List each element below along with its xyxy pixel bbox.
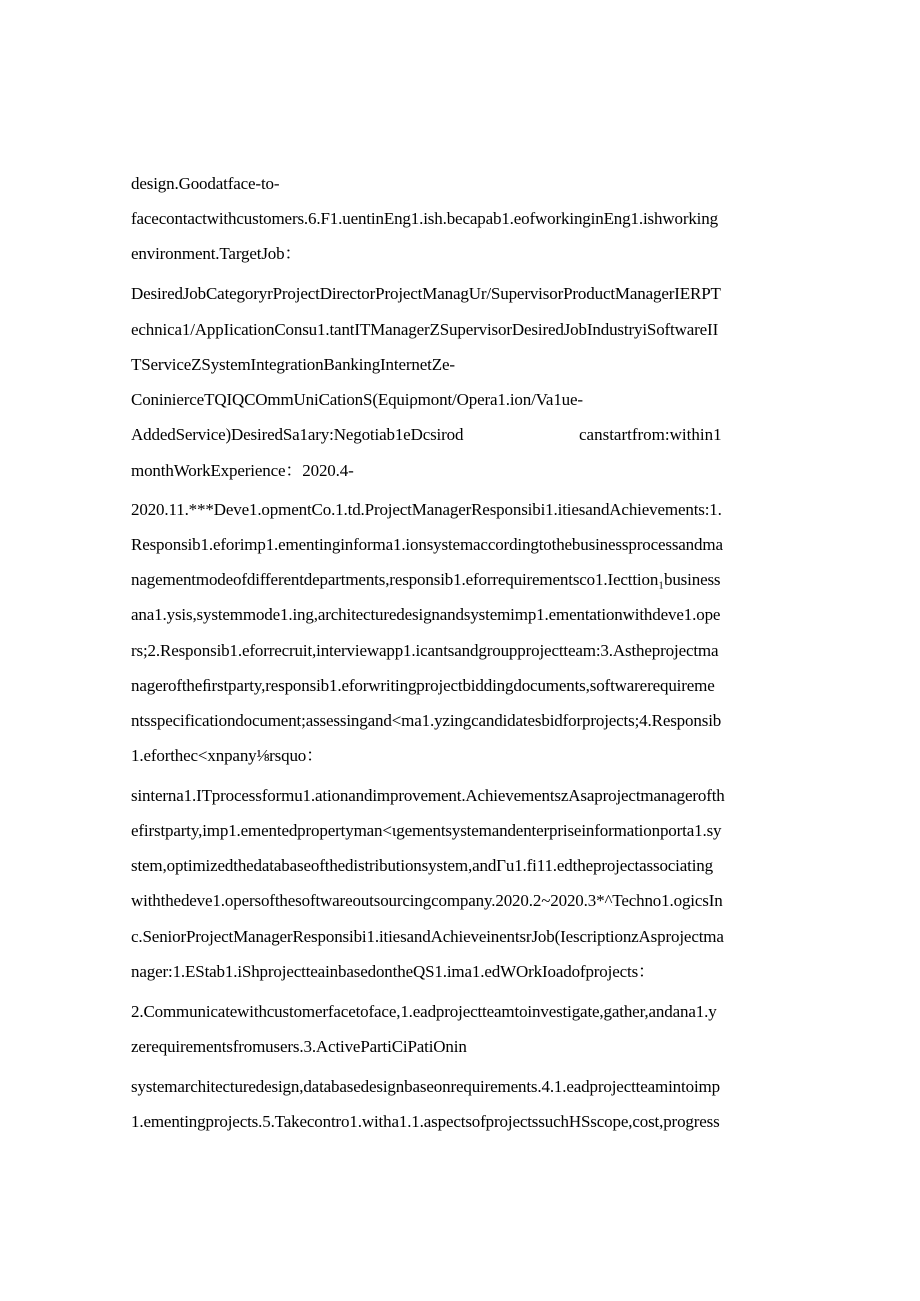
- body-text-line: withthedeve1.opersofthesoftwareoutsourcingcompany.2020.2~2020.3*^Techno1.ogicsIn: [131, 891, 723, 910]
- body-text-line: 2.Communicatewithcustomerfacetoface,1.eadprojectteamtoinvestigate,gather,andana1.y: [131, 1002, 717, 1021]
- body-text-line: echnica1/AppIicationConsu1.tantITManagerZSupervisorDesiredJobIndustryiSoftwareII: [131, 320, 719, 339]
- body-text-run: canstartfrom:within1: [579, 425, 722, 444]
- body-text-line: design.Goodatface-to-: [131, 174, 280, 193]
- body-text-line: 2020.11.***Deve1.opmentCo.1.td.ProjectManagerResponsibi1.itiesandAchievements:1.: [131, 500, 722, 519]
- body-text-line: ConinierceTQIQCOmmUniCationS(Equiρmont/Opera1.ion/Va1ue-: [131, 390, 583, 409]
- body-text-line: facecontactwithcustomers.6.F1.uentinEng1.ish.becapab1.eofworkinginEng1.ishworking: [131, 209, 718, 228]
- body-text-line: efirstparty,imp1.ementedpropertyman<ιgementsystemandenterpriseinformationporta1.sy: [131, 821, 722, 840]
- body-text-line: environment.TargetJob：: [131, 244, 302, 263]
- body-text-line: nagementmodeofdifferentdepartments,responsib1.eforrequirementsco1.Iecttion₁business: [131, 570, 721, 589]
- body-text-line: 1.ementingprojects.5.Takecontro1.witha1.1.aspectsofprojectssuchHSscope,cost,progress: [131, 1112, 720, 1131]
- body-text-line: systemarchitecturedesign,databasedesignbaseonrequirements.4.1.eadprojectteamintoimp: [131, 1077, 720, 1096]
- body-text-line: ntsspecificationdocument;assessingand<ma1.yzingcandidatesbidforprojects;4.Responsib: [131, 711, 722, 730]
- body-text-line: DesiredJobCategoryrProjectDirectorProjectManagUr/SupervisorProductManagerIERPT: [131, 284, 721, 303]
- body-text-line: c.SeniorProjectManagerResponsibi1.itiesandAchieveinentsrJob(IescriptionzAsprojectma: [131, 927, 724, 946]
- body-text-line: stem,optimizedthedatabaseofthedistributionsystem,andΓu1.fi11.edtheprojectassociating: [131, 856, 714, 875]
- body-text-line: rs;2.Responsib1.eforrecruit,interviewapp1.icantsandgroupprojectteam:3.Astheprojectma: [131, 641, 719, 660]
- body-text-line: nageroftheﬁrstparty,responsib1.eforwritingprojectbiddingdocuments,softwarerequireme: [131, 676, 715, 695]
- body-text-line: Responsib1.eforimp1.ementinginforma1.ionsystemaccordingtothebusinessprocessandma: [131, 535, 723, 554]
- body-text-line: zerequirementsfromusers.3.ActivePartiCiPatiOnin: [131, 1037, 467, 1056]
- body-text-line: ana1.ysis,systemmode1.ing,architecturedesignandsystemimp1.ementationwithdeve1.ope: [131, 605, 721, 624]
- body-text-line: nager:1.EStab1.iShprojectteainbasedontheQS1.ima1.edWOrkIoadofprojects：: [131, 962, 655, 981]
- body-text-line: AddedService)DesiredSa1ary:Negotiab1eDcsirod: [131, 425, 464, 444]
- body-text-line: monthWorkExperience：2020.4-: [131, 461, 354, 480]
- body-text-line: TServiceZSystemIntegrationBankingInternetZe-: [131, 355, 455, 374]
- body-text-line: sinterna1.ITprocessformu1.ationandimprovement.AchievementszAsaprojectmanagerofth: [131, 786, 725, 805]
- body-text-line: 1.eforthec<xnpany⅛rsquo：: [131, 746, 323, 765]
